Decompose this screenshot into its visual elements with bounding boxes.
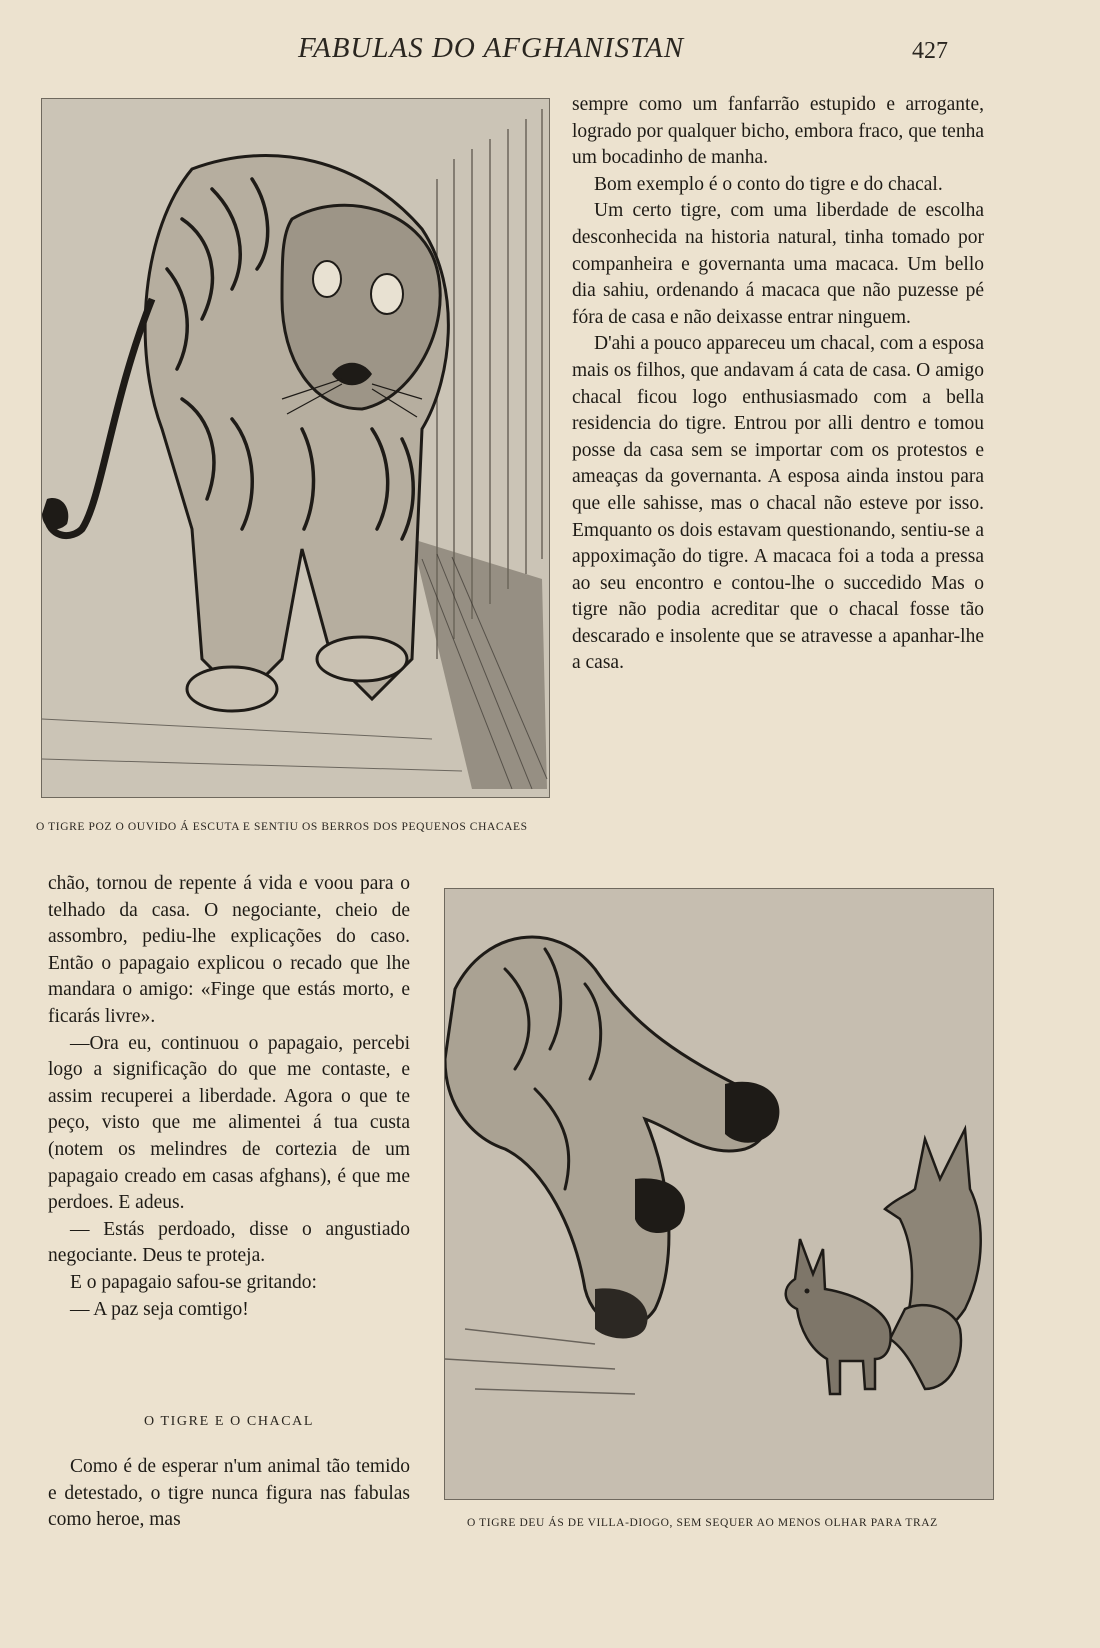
paragraph: — A paz seja comtigo! xyxy=(70,1298,249,1320)
right-text-column xyxy=(572,92,984,677)
section-text xyxy=(48,1454,410,1534)
figure-caption-tiger-running: O TIGRE DEU ÁS DE VILLA-DIOGO, SEM SEQUER AO MENOS OLHAR PARA TRAZ xyxy=(467,1517,938,1529)
left-text-column xyxy=(48,871,410,1323)
paragraph: — Estás perdoado, disse o angustiado negociante. Deus te proteja. xyxy=(48,1218,410,1267)
running-title: FABULAS DO AFGHANISTAN xyxy=(298,32,685,64)
paragraph: Bom exemplo é o conto do tigre e do chacal. xyxy=(594,173,943,195)
tiger-listening-drawing xyxy=(42,99,549,797)
page-number: 427 xyxy=(912,38,948,64)
tiger-listening-illustration xyxy=(41,98,550,798)
paragraph: E o papagaio safou-se gritando: xyxy=(70,1271,317,1293)
paragraph: sempre como um fanfarrão estupido e arrogante, logrado por qualquer bicho, embora fraco, que tenha um bocadinho de manha. xyxy=(572,94,984,169)
paragraph: —Ora eu, continuou o papagaio, percebi logo a significação do que me contaste, e assim recuperei a liberdade. Agora o que te peço, visto que me alimentei á tua custa (notem os melindres de cortezia de um papagaio creado em casas afghans), é que me perdoes. E adeus. xyxy=(48,1032,410,1214)
paragraph: D'ahi a pouco appareceu um chacal, com a esposa mais os filhos, que andavam á cata de casa. O amigo chacal ficou logo enthusiasmado com a bella residencia do tigre. Entrou por alli dentro e tomou posse da casa sem se importar com os protestos e ameaças da governanta. A esposa ainda instou para que elle sahisse, mas o chacal não esteve por isso. Emquanto os dois estavam questionando, sentiu-se a appoximação do tigre. A macaca foi a toda a pressa ao seu encontro e contou-lhe o succedido Mas o tigre não podia acreditar que o chacal fosse tão descarado e insolente que se atravesse a apanhar-lhe a casa. xyxy=(572,333,984,674)
paragraph: Um certo tigre, com uma liberdade de escolha desconhecida na historia natural, tinha tomado por companheira e governanta uma macaca. Um bello dia sahiu, ordenando á macaca que não puzesse pé fóra de casa e não deixasse entrar ninguem. xyxy=(572,200,984,328)
figure-caption-tiger-listening: O TIGRE POZ O OUVIDO Á ESCUTA E SENTIU OS BERROS DOS PEQUENOS CHACAES xyxy=(36,821,528,833)
section-heading: O TIGRE E O CHACAL xyxy=(143,1414,315,1429)
paragraph: Como é de esperar n'um animal tão temido e detestado, o tigre nunca figura nas fabulas como heroe, mas xyxy=(48,1456,410,1531)
tiger-running-drawing xyxy=(445,889,993,1499)
tiger-running-illustration xyxy=(444,888,994,1500)
paragraph: chão, tornou de repente á vida e voou para o telhado da casa. O negociante, cheio de assombro, pediu-lhe explicações do caso. Então o papagaio explicou o recado que lhe mandara o amigo: «Finge que estás morto, e ficarás livre». xyxy=(48,873,410,1027)
